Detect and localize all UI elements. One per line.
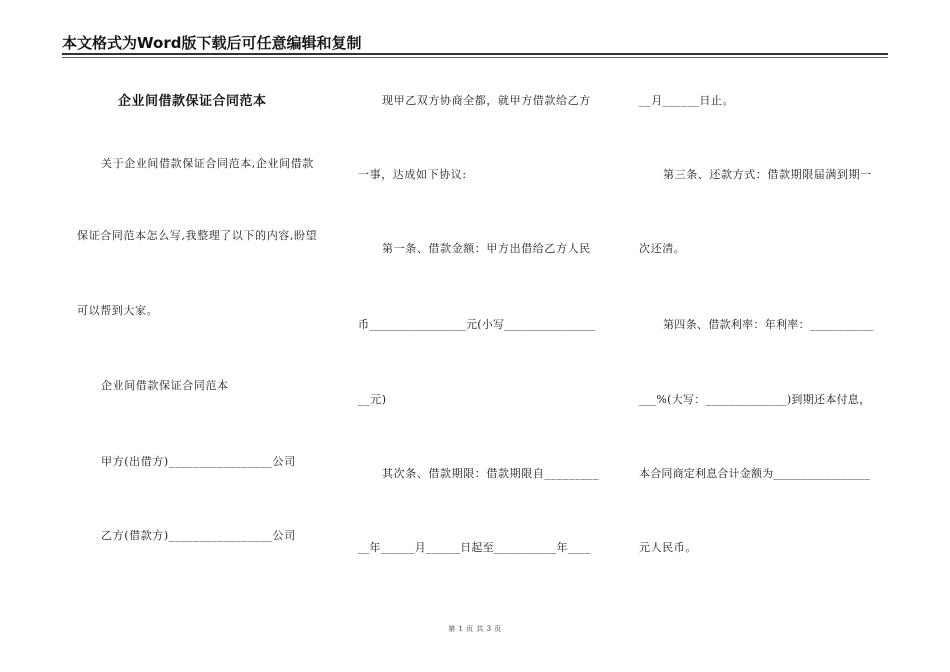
col2-line-2: 一事，达成如下协议:: [358, 168, 467, 181]
col1-line-6: 乙方(借款方)_________________公司: [101, 529, 296, 542]
page-footer: 第 1 页 共 3 页: [448, 625, 502, 633]
document-header: 本文格式为Word版下载后可任意编辑和复制: [62, 34, 362, 52]
col1-line-3: 可以帮到大家。: [77, 304, 159, 317]
col3-line-4: 第四条、借款利率：年利率：___________: [663, 318, 874, 331]
col1-line-5: 甲方(出借方)_________________公司: [101, 455, 296, 468]
col3-line-2: 第三条、还款方式：借款期限届满到期一: [663, 168, 872, 181]
col3-line-3: 次还清。: [639, 242, 686, 255]
col1-line-2: 保证合同范本怎么写,我整理了以下的内容,盼望: [77, 229, 318, 242]
col2-line-3: 第一条、借款金额：甲方出借给乙方人民: [382, 242, 591, 255]
header-rule-thick: [62, 53, 888, 55]
col1-line-1: 关于企业间借款保证合同范本,企业间借款: [101, 157, 314, 170]
col2-line-6: 其次条、借款期限：借款期限自_________: [382, 467, 600, 480]
col2-line-4: 币_________________元(小写________________: [358, 318, 596, 331]
col3-line-6: 本合同商定利息合计金额为_________________: [639, 467, 871, 480]
col3-line-7: 元人民币。: [639, 541, 697, 554]
header-rule-thin: [62, 57, 888, 58]
document-title: 企业间借款保证合同范本: [118, 94, 267, 109]
col1-line-4: 企业间借款保证合同范本: [101, 379, 229, 392]
col3-line-1: __月______日止。: [639, 94, 735, 107]
col2-line-5: __元): [358, 393, 387, 406]
col3-line-5: ___%(大写：______________)到期还本付息，: [639, 393, 871, 406]
col2-line-1: 现甲乙双方协商全都，就甲方借款给乙方: [382, 94, 591, 107]
col2-line-7: __年______月______日起至___________年____: [358, 541, 591, 554]
